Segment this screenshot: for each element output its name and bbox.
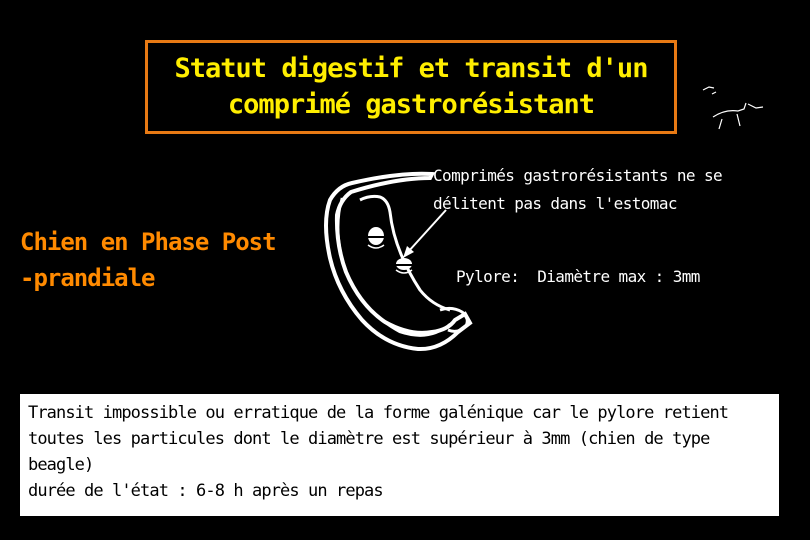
pylore-caption bbox=[456, 266, 700, 288]
explanation-box bbox=[20, 394, 779, 516]
tablet-note: Comprimés gastrorésistants ne se délitent pas dans l'estomac bbox=[433, 166, 723, 213]
subject-label: Chien en Phase Post -prandiale bbox=[20, 228, 276, 292]
explanation-duration: durée de l'état : 6-8 h après un repas bbox=[28, 481, 383, 501]
dog-icon bbox=[703, 87, 763, 129]
slide-title: Statut digestif et transit d'un comprimé gastrorésistant bbox=[174, 53, 648, 120]
pylore-label: Pylore: bbox=[456, 267, 520, 286]
tablet-icon bbox=[396, 258, 412, 273]
stomach-inner-curve bbox=[338, 198, 450, 336]
pylore-value: Diamètre max : 3mm bbox=[537, 267, 700, 286]
explanation-body: Transit impossible ou erratique de la forme galénique car le pylore retient toutes les particules dont le diamètre est supérieur à 3mm (chien de type beagle) bbox=[28, 403, 729, 475]
tablet-icon bbox=[368, 227, 384, 248]
